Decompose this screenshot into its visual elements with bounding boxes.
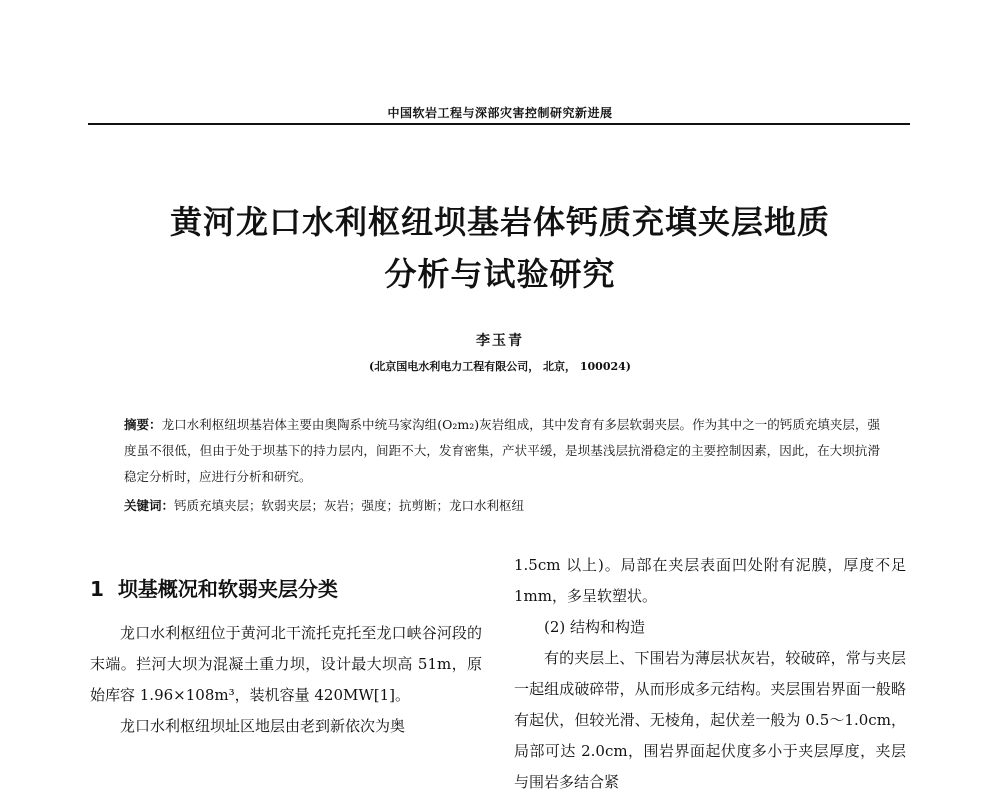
section-number: 1 (90, 577, 104, 601)
keywords-label: 关键词： (124, 498, 175, 513)
section-title: 坝基概况和软弱夹层分类 (117, 577, 338, 601)
title-line-2: 分析与试验研究 (384, 255, 616, 293)
section-heading (90, 574, 482, 604)
paragraph: 龙口水利枢纽坝址区地层由老到新依次为奥 (120, 717, 406, 735)
abstract (124, 412, 880, 490)
right-column (514, 550, 906, 798)
paragraph: 龙口水利枢纽位于黄河北干流托克托至龙口峡谷河段的末端。拦河大坝为混凝土重力坝，设计最大坝高 51m，原始库容 1.96×108m³，装机容量 420MW[1]。 (90, 624, 482, 704)
left-column (90, 552, 482, 742)
subheading: (2) 结构和构造 (544, 618, 646, 636)
abstract-label: 摘要： (124, 417, 162, 432)
affiliation: (北京国电水利电力工程有限公司， 北京， 100024) (369, 360, 631, 373)
running-header: 中国软岩工程与深部灾害控制研究新进展 (387, 106, 613, 120)
paragraph: 1.5cm 以上)。局部在夹层表面凹处附有泥膜，厚度不足 1mm，多呈软塑状。 (514, 556, 906, 605)
title-line-1: 黄河龙口水利枢纽坝基岩体钙质充填夹层地质 (169, 203, 830, 241)
paragraph: 有的夹层上、下围岩为薄层状灰岩，较破碎，常与夹层一起组成破碎带，从而形成多元结构。夹层围岩界面一般略有起伏，但较光滑、无棱角，起伏差一般为 0.5～1.0cm，局部可达 2.0cm，围岩界面起伏度多小于夹层厚度，夹层与围岩多结合紧 (514, 649, 906, 791)
keywords (124, 495, 880, 517)
abstract-text: 龙口水利枢纽坝基岩体主要由奥陶系中统马家沟组(O₂m₂)灰岩组成，其中发育有多层软弱夹层。作为其中之一的钙质充填夹层，强度虽不很低，但由于处于坝基下的持力层内，间距不大，发育密集，产状平缓，是坝基浅层抗滑稳定的主要控制因素，因此，在大坝抗滑稳定分析时，应进行分析和研究。 (124, 417, 880, 484)
author: 李玉青 (476, 333, 524, 349)
header-rule (88, 123, 910, 125)
keywords-text: 钙质充填夹层；软弱夹层；灰岩；强度；抗剪断；龙口水利枢纽 (174, 498, 525, 513)
paper-title (80, 196, 920, 300)
